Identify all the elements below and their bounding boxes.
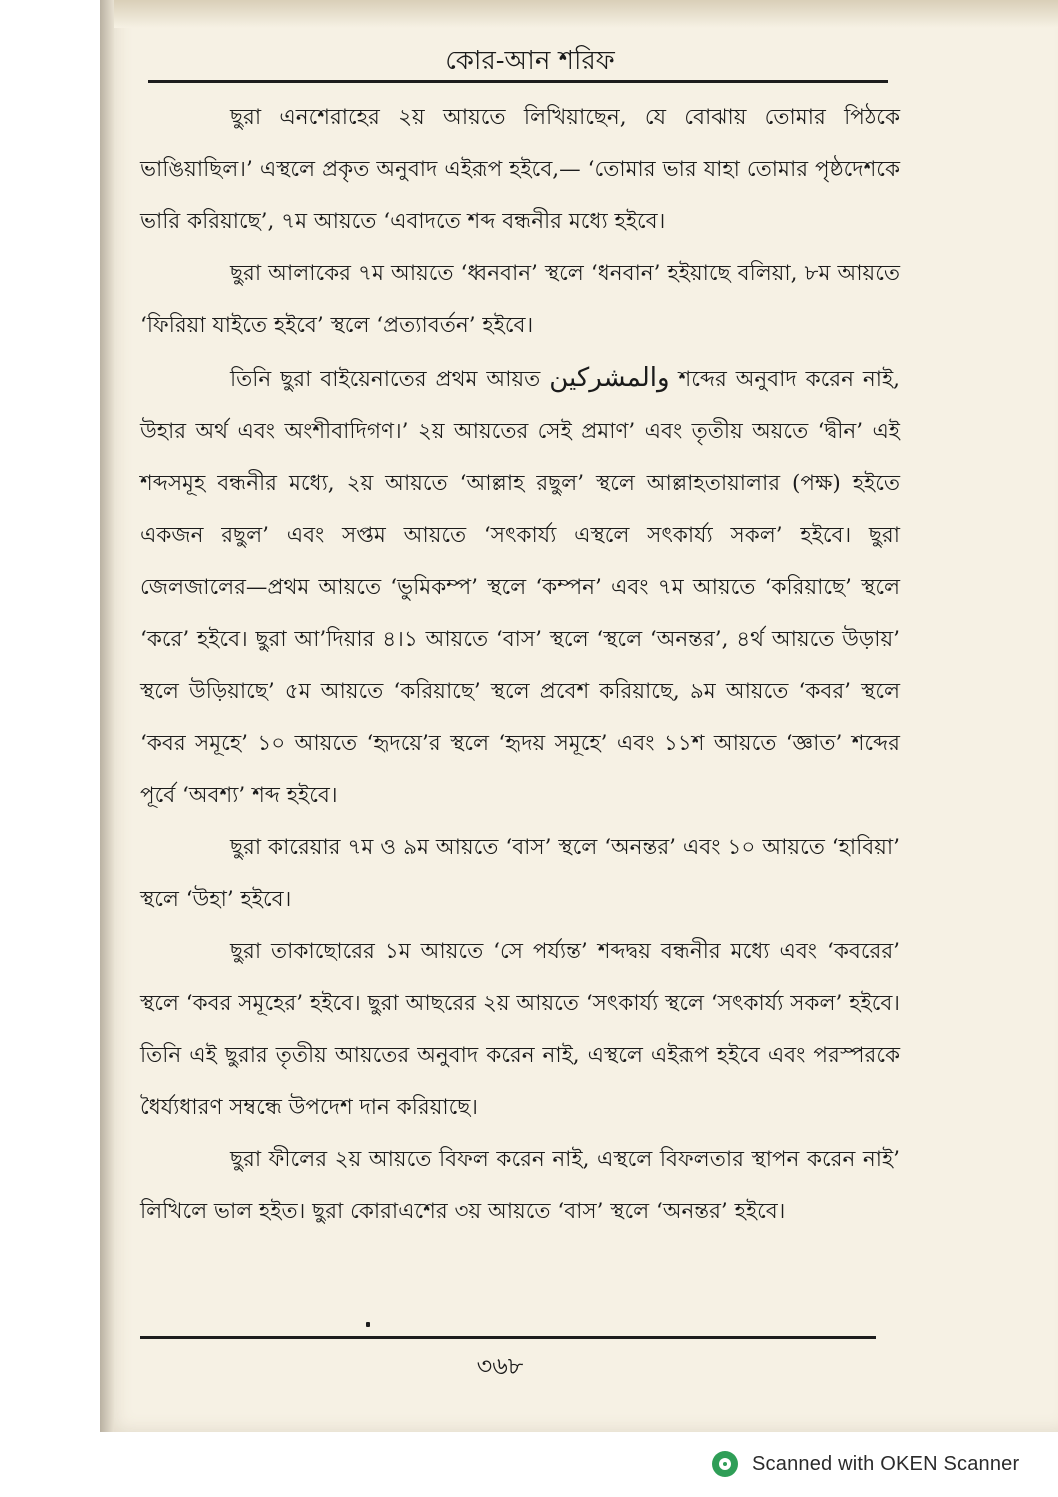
page-number: ৩৬৮ [476,1352,524,1380]
footer-rule [140,1336,876,1339]
scanner-watermark [700,1448,1050,1480]
page-spine-shadow [100,0,114,1432]
header-rule [148,80,888,83]
paragraph: ছুরা আলাকের ৭ম আয়তে ‘ধ্বনবান’ স্থলে ‘ধনবান’ হইয়াছে বলিয়া, ৮ম আয়তে ‘ফিরিয়া যাইতে হইবে’ স্থলে ‘প্রত্যাবর্তন’ হইবে। [140,261,900,338]
arabic-word: والمشركين [549,363,670,393]
page-top-edge [100,0,1058,28]
paragraph [140,352,900,822]
paragraph: ছুরা কারেয়ার ৭ম ও ৯ম আয়তে ‘বাস’ স্থলে ‘অনন্তর’ এবং ১০ আয়তে ‘হাবিয়া’ স্থলে ‘উহা’ হইবে। [140,835,900,912]
scanner-label: Scanned with OKEN Scanner [752,1452,1020,1475]
paragraph-text: তিনি ছুরা বাইয়েনাতের প্রথম আয়ত [230,367,541,392]
footer-rule-mark [366,1322,370,1327]
running-head: কোর-আন শরিফ [445,46,615,76]
paragraph: ছুরা ফীলের ২য় আয়তে বিফল করেন নাই, এস্থলে বিফলতার স্থাপন করেন নাই’ লিখিলে ভাল হইত। ছুরা কোরাএশের ৩য় আয়তে ‘বাস’ স্থলে ‘অনন্তর’ হইবে। [140,1147,900,1224]
paragraph: ছুরা তাকাছোরের ১ম আয়তে ‘সে পর্য্যন্ত’ শব্দদ্বয় বন্ধনীর মধ্যে এবং ‘কবরের’ স্থলে ‘কবর সমূহের’ হইবে। ছুরা আছরের ২য় আয়তে ‘সৎকার্য্য স্থলে ‘সৎকার্য্য সকল’ হইবে। তিনি এই ছুরার তৃতীয় আয়তের অনুবাদ করেন নাই, এস্থলে এইরূপ হইবে এবং পরস্পরকে ধৈর্য্যধারণ সম্বন্ধে উপদেশ দান করিয়াছে। [140,939,900,1120]
page-body [140,92,900,1238]
oken-scanner-logo-icon [712,1451,738,1477]
paragraph-text: শব্দের অনুবাদ করেন নাই, উহার অর্থ এবং অংশীবাদিগণ।’ ২য় আয়তের সেই প্রমাণ’ এবং তৃতীয় অয়তে ‘দ্বীন’ এই শব্দসমূহ বন্ধনীর মধ্যে, ২য় আয়তে ‘আল্লাহ রছুল’ স্থলে আল্লাহতায়ালার (পক্ষ) হইতে একজন রছুল’ এবং সপ্তম আয়তে ‘সৎকার্য্য এস্থলে সৎকার্য্য সকল’ হইবে। ছুরা জেলজালের—প্রথম আয়তে ‘ভুমিকম্প’ স্থলে ‘কম্পন’ এবং ৭ম আয়তে ‘করিয়াছে’ স্থলে ‘করে’ হইবে। ছুরা আ’দিয়ার ৪।১ আয়তে ‘বাস’ স্থলে ‘স্থলে ‘অনন্তর’, ৪র্থ আয়তে উড়ায়’ স্থলে উড়িয়াছে’ ৫ম আয়তে ‘করিয়াছে’ স্থলে প্রবেশ করিয়াছে, ৯ম আয়তে ‘কবর’ স্থলে ‘কবর সমূহে’ ১০ আয়তে ‘হৃদয়ে’র স্থলে ‘হৃদয় সমূহে’ এবং ১১শ আয়তে ‘জ্ঞাত’ শব্দের পূর্বে ‘অবশ্য’ শব্দ হইবে। [140,367,900,808]
paragraph: ছুরা এনশেরাহের ২য় আয়তে লিখিয়াছেন, যে বোঝায় তোমার পিঠকে ভাঙিয়াছিল।’ এস্থলে প্রকৃত অনুবাদ এইরূপ হইবে,— ‘তোমার ভার যাহা তোমার পৃষ্ঠদেশকে ভারি করিয়াছে’, ৭ম আয়তে ‘এবাদতে শব্দ বন্ধনীর মধ্যে হইবে। [140,105,900,234]
